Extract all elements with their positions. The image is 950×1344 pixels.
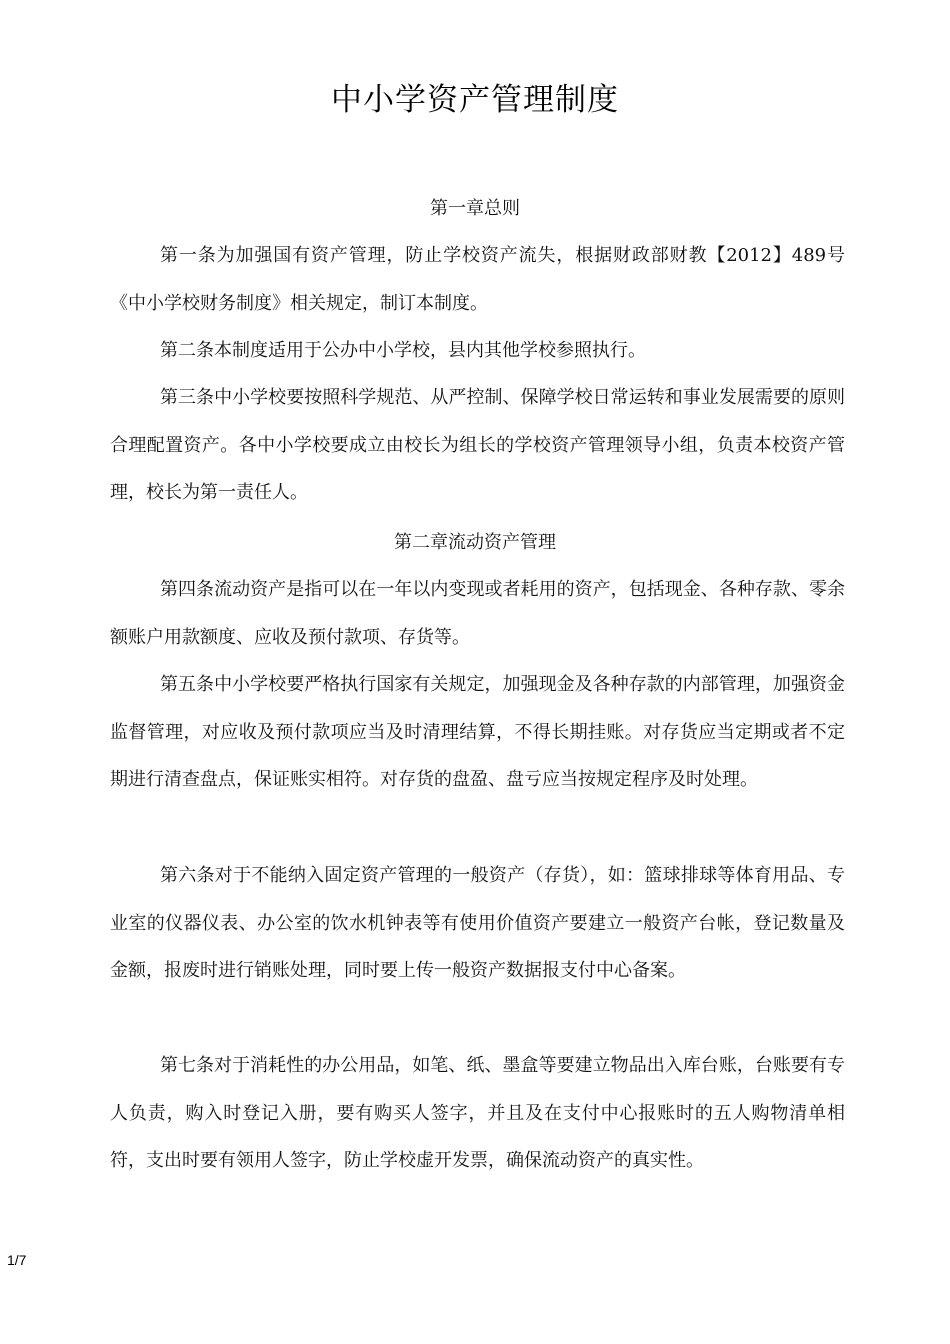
article-5: 第五条中小学校要严格执行国家有关规定，加强现金及各种存款的内部管理，加强资金监督管理，对应收及预付款项应当及时清理结算，不得长期挂账。对存货应当定期或者不定期进行清查盘点，保证账实相符。对存货的盘盈、盘亏应当按规定程序及时处理。	[110, 674, 845, 790]
article-6: 第六条对于不能纳入固定资产管理的一般资产（存货），如：篮球排球等体育用品、专业室的仪器仪表、办公室的饮水机钟表等有使用价值资产要建立一般资产台帐，登记数量及金额，报废时进行销账处理，同时要上传一般资产数据报支付中心备案。	[110, 865, 845, 981]
article-4: 第四条流动资产是指可以在一年以内变现或者耗用的资产，包括现金、各种存款、零余额账户用款额度、应收及预付款项、存货等。	[110, 579, 845, 648]
document-title: 中小学资产管理制度	[331, 82, 619, 118]
chapter-heading-1: 第一章总则	[430, 198, 520, 219]
article-1: 第一条为加强国有资产管理，防止学校资产流失，根据财政部财教【2012】489号《中小学校财务制度》相关规定，制订本制度。	[110, 245, 845, 314]
article-2: 第二条本制度适用于公办中小学校，县内其他学校参照执行。	[160, 340, 646, 361]
page-number: 1/7	[7, 1252, 27, 1268]
article-7: 第七条对于消耗性的办公用品，如笔、纸、墨盒等要建立物品出入库台账，台账要有专人负责，购入时登记入册，要有购买人签字，并且及在支付中心报账时的五人购物清单相符，支出时要有领用人签字，防止学校虚开发票，确保流动资产的真实性。	[110, 1055, 845, 1171]
article-3: 第三条中小学校要按照科学规范、从严控制、保障学校日常运转和事业发展需要的原则合理配置资产。各中小学校要成立由校长为组长的学校资产管理领导小组，负责本校资产管理，校长为第一责任人。	[110, 387, 845, 503]
chapter-heading-2: 第二章流动资产管理	[394, 532, 556, 553]
